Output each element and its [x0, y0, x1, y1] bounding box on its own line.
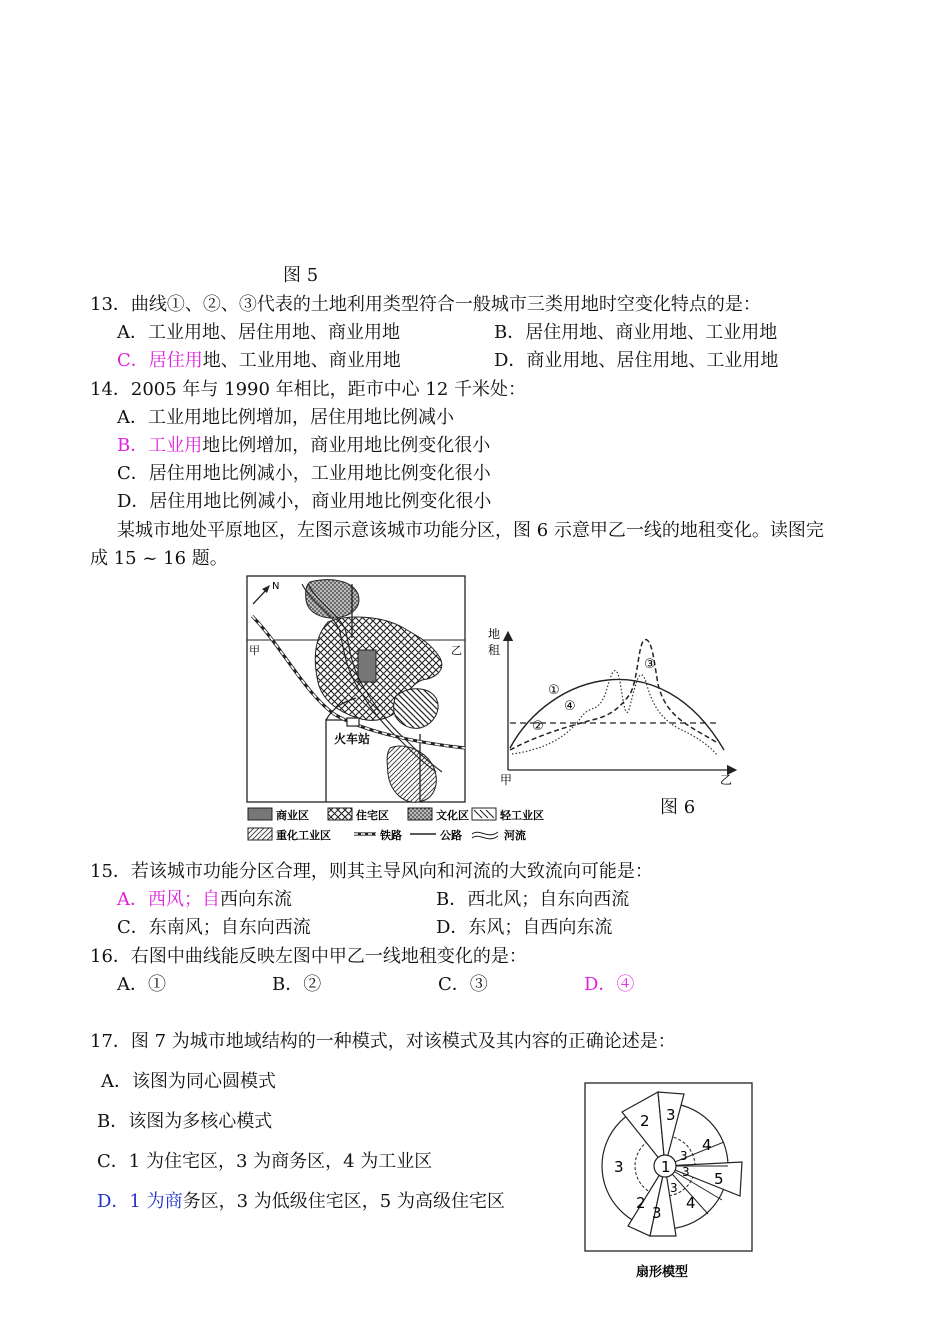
- rent-ylabel-2: 租: [488, 643, 501, 657]
- commercial-zone: [358, 650, 376, 682]
- rent-label-jia: 甲: [500, 773, 513, 787]
- question-13-option-d[interactable]: D．商业用地、居住用地、工业用地: [494, 350, 779, 371]
- question-14-option-d[interactable]: D．居住用地比例减小，商业用地比例变化很小: [117, 491, 492, 512]
- intro-line-2: 成 15 ~ 16 题。: [90, 548, 228, 569]
- train-station-icon: [347, 718, 359, 726]
- question-14-option-c[interactable]: C．居住用地比例减小，工业用地比例变化很小: [117, 463, 491, 484]
- figure-6-caption: 图 6: [660, 797, 696, 818]
- question-13-stem: 13．曲线①、②、③代表的土地利用类型符合一般城市三类用地时空变化特点的是：: [90, 294, 761, 315]
- map-label-yi: 乙: [451, 644, 462, 657]
- map-legend-continued: [470, 800, 610, 850]
- legend-cultural-swatch: [408, 808, 432, 820]
- question-17-option-d[interactable]: [97, 1190, 505, 1214]
- question-17-option-b[interactable]: B．该图为多核心模式: [97, 1111, 273, 1132]
- sector-number-2-top: 2: [640, 1112, 650, 1130]
- legend-railway-label: 铁路: [380, 829, 402, 842]
- question-15-option-d[interactable]: D．东风；自西向东流: [436, 917, 613, 938]
- question-15-option-a[interactable]: [117, 888, 292, 912]
- question-15-stem: 15．若该城市功能分区合理，则其主导风向和河流的大致流向可能是：: [90, 861, 653, 882]
- question-16-option-c[interactable]: C．③: [438, 974, 488, 995]
- question-16-option-a[interactable]: A．①: [117, 974, 166, 995]
- question-16-stem: 16．右图中曲线能反映左图中甲乙一线地租变化的是：: [90, 946, 527, 967]
- question-14-stem: 14．2005 年与 1990 年相比，距市中心 12 千米处：: [90, 379, 527, 400]
- question-14-option-a[interactable]: A．工业用地比例增加，居住用地比例减小: [117, 407, 454, 428]
- city-function-map: [240, 572, 472, 850]
- sector-number-5: 5: [714, 1170, 724, 1188]
- option-text: 西向东流: [220, 889, 292, 910]
- rent-curve-4: [512, 671, 718, 756]
- legend-river-swatch: [472, 832, 498, 839]
- option-text: 地比例增加，商业用地比例变化很小: [202, 435, 491, 456]
- legend-river-label: 河流: [504, 829, 526, 842]
- rent-curve-1-label: ①: [548, 683, 560, 698]
- sector-number-4-northeast: 4: [702, 1136, 712, 1154]
- question-17-stem: 17．图 7 为城市地域结构的一种模式，对该模式及其内容的正确论述是：: [90, 1031, 676, 1052]
- sector-number-3-inner-c: 3: [670, 1181, 678, 1195]
- question-13-option-c[interactable]: [117, 349, 401, 373]
- option-text: 地、工业用地、商业用地: [202, 350, 401, 371]
- answer-highlight: A．西风；自: [117, 889, 220, 910]
- question-16-option-d[interactable]: D．④: [584, 974, 635, 995]
- sector-number-3-west: 3: [614, 1158, 624, 1176]
- sector-number-2-bottom: 2: [636, 1194, 646, 1212]
- legend-commercial-label: 商业区: [276, 809, 309, 822]
- sector-number-4-southeast: 4: [686, 1194, 696, 1212]
- legend-road-label: 公路: [440, 829, 462, 842]
- intro-line-1: 某城市地处平原地区，左图示意该城市功能分区，图 6 示意甲乙一线的地租变化。读图完: [117, 520, 824, 541]
- answer-highlight: B．工业用: [117, 435, 203, 456]
- question-17-option-c[interactable]: C．1 为住宅区，3 为商务区，4 为工业区: [97, 1151, 433, 1172]
- legend-light-industry-label: 轻工业区: [500, 809, 544, 822]
- legend-commercial-swatch: [248, 808, 272, 820]
- legend-residential-swatch: [328, 808, 352, 820]
- answer-highlight: C．居住用: [117, 350, 203, 371]
- rent-curve-4-label: ④: [564, 699, 576, 714]
- option-text: 务区，3 为低级住宅区，5 为高级住宅区: [182, 1191, 505, 1212]
- rent-ylabel-1: 地: [488, 627, 501, 641]
- sector-model-diagram: [582, 1080, 754, 1284]
- legend-residential-label: 住宅区: [356, 809, 389, 822]
- sector-number-3-bottom: 3: [652, 1204, 662, 1222]
- figure-5-caption: 图 5: [283, 265, 319, 286]
- train-station-label: 火车站: [334, 732, 371, 746]
- sector-number-3-top: 3: [666, 1106, 676, 1124]
- rent-curve-2-label: ②: [532, 719, 544, 734]
- answer-highlight: D．1 为商: [97, 1191, 183, 1212]
- sector-number-3-inner-a: 3: [680, 1149, 688, 1163]
- rent-curve-3-label: ③: [644, 657, 656, 672]
- question-14-option-b[interactable]: [117, 434, 490, 458]
- rent-curve-1: [510, 679, 724, 750]
- question-13-option-b[interactable]: B．居住用地、商业用地、工业用地: [494, 322, 778, 343]
- rent-graph: [480, 622, 740, 792]
- legend-heavy-industry-label: 重化工业区: [276, 829, 331, 842]
- rent-label-yi: 乙: [720, 773, 733, 787]
- sector-model-caption: 扇形模型: [636, 1265, 689, 1280]
- question-15-option-c[interactable]: C．东南风；自东向西流: [117, 917, 311, 938]
- question-13-option-a[interactable]: A．工业用地、居住用地、商业用地: [117, 322, 400, 343]
- sector-number-3-inner-b: 3: [682, 1165, 690, 1179]
- map-label-jia: 甲: [249, 644, 260, 657]
- map-legend: [248, 808, 469, 842]
- north-label: N: [272, 581, 280, 592]
- question-16-option-b[interactable]: B．②: [272, 974, 322, 995]
- legend-cultural-label: 文化区: [436, 809, 469, 822]
- legend-heavy-industry-swatch: [248, 828, 272, 840]
- question-15-option-b[interactable]: B．西北风；自东向西流: [436, 889, 630, 910]
- question-17-option-a[interactable]: A．该图为同心圆模式: [101, 1071, 276, 1092]
- sector-number-1: 1: [661, 1158, 671, 1176]
